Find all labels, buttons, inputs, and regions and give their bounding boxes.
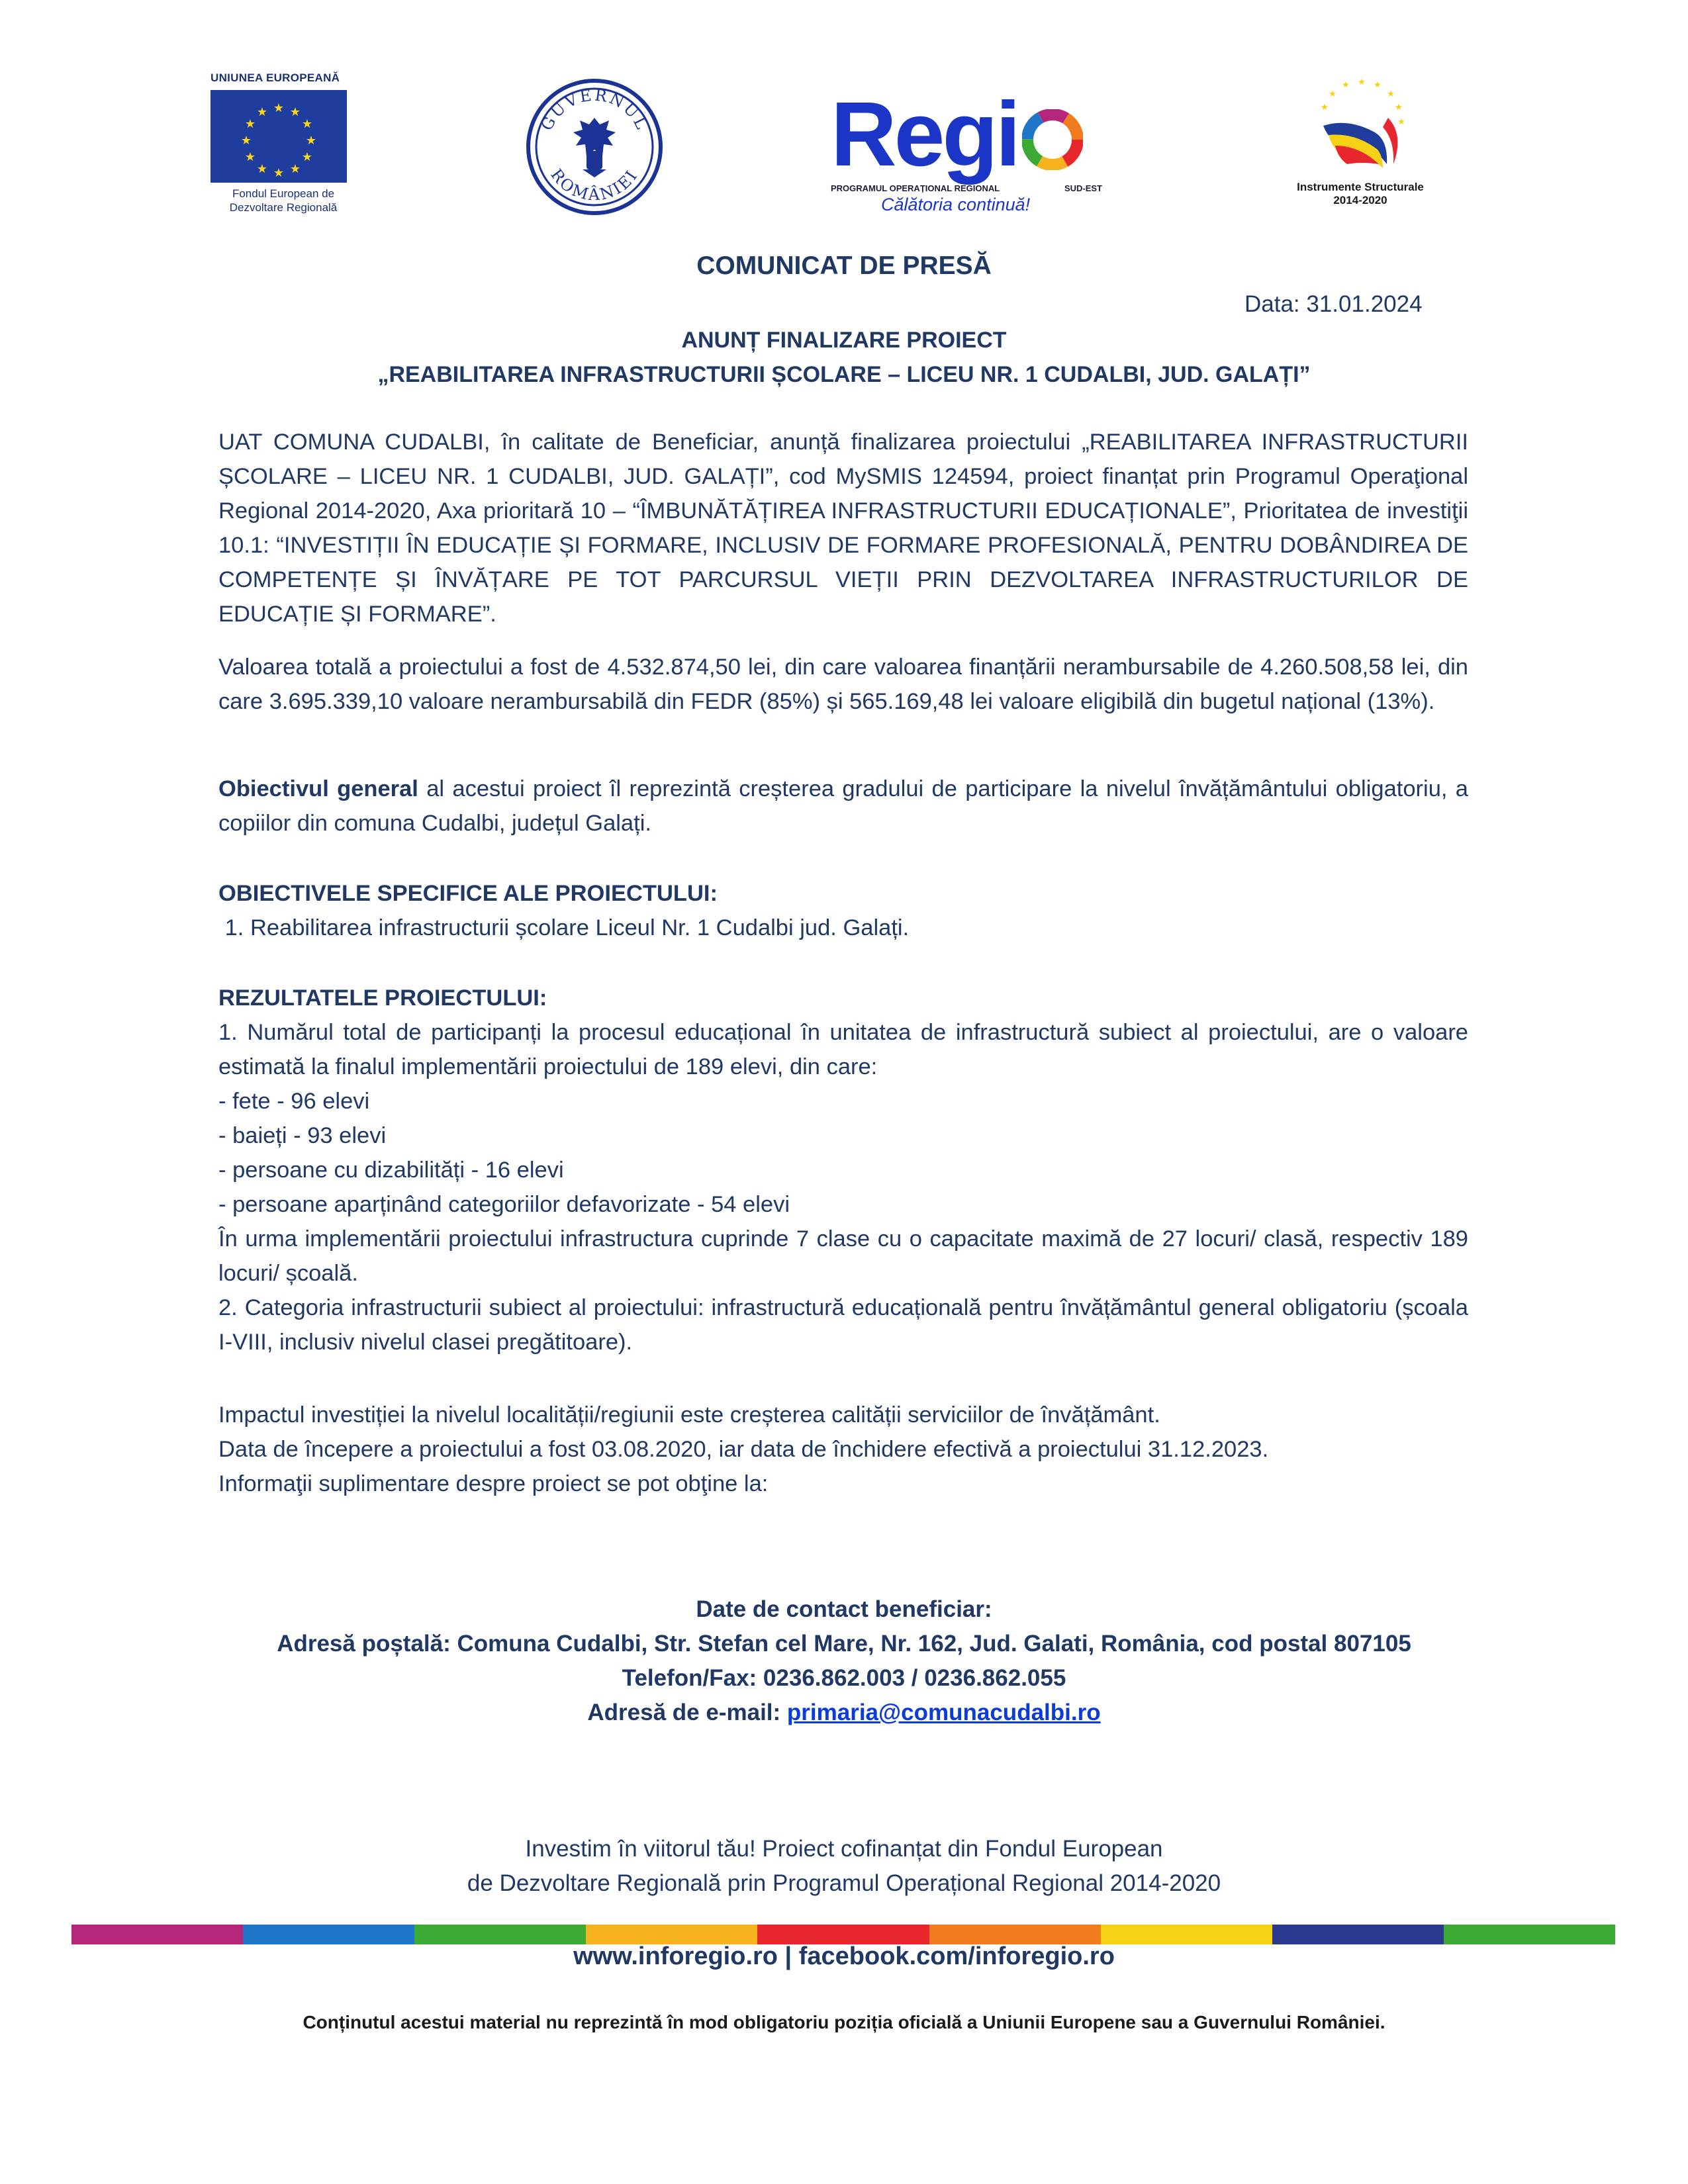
result-bullet-boys: - baieți - 93 elevi [218, 1123, 387, 1148]
intro-paragraph [218, 425, 1468, 631]
project-heading-line1: ANUNȚ FINALIZARE PROIECT [681, 328, 1007, 353]
results-heading: REZULTATELE PROIECTULUI: [218, 985, 547, 1011]
svg-text:★: ★ [256, 105, 268, 119]
instrumente-structurale-years: 2014-2020 [1333, 194, 1387, 206]
closing-section [218, 1398, 1468, 1501]
svg-text:★: ★ [1358, 77, 1366, 87]
seal-text-bottom: ROMÂNIEI [547, 165, 642, 205]
color-bar-segment [1101, 1925, 1272, 1944]
svg-text:★: ★ [244, 117, 256, 131]
svg-text:★: ★ [1397, 117, 1405, 127]
romanian-government-seal [524, 77, 665, 217]
svg-text:★: ★ [1342, 80, 1350, 90]
contact-email-link[interactable]: primaria@comunacudalbi.ro [786, 1700, 1101, 1725]
value-paragraph [218, 650, 1468, 719]
funding-statement-line2: de Dezvoltare Regională prin Programul Operațional Regional 2014-2020 [467, 1870, 1221, 1896]
funding-statement-line1: Investim în viitorul tău! Proiect cofinanțat din Fondul European [525, 1836, 1163, 1862]
intro-text: UAT COMUNA CUDALBI, în calitate de Beneficiar, anunță finalizarea proiectului „REABILITAREA INFRASTRUCTURII ȘCOLARE – LICEU NR. 1 CUDALBI, JUD. GALAȚI”, cod MySMIS 124594, proiect finanțat prin Programul Operaţional Regional 2014-2020, Axa prioritară 10 – “ÎMBUNĂTĂȚIREA INFRASTRUCTURII EDUCAȚIONALE”, Prioritatea de investiţii 10.1: “INVESTIȚII ÎN EDUCAȚIE ȘI FORMARE, INCLUSIV DE FORMARE PROFESIONALĂ, PENTRU DOBÂNDIREA DE COMPETENȚE ȘI ÎNVĂȚARE PE TOT PARCURSUL VIEȚII PRIN DEZVOLTAREA INFRASTRUCTURILOR DE EDUCAȚIE ȘI FORMARE”. [218, 430, 1468, 627]
svg-text:★: ★ [1374, 80, 1382, 90]
svg-text:★: ★ [244, 150, 256, 164]
results-section [218, 981, 1468, 1359]
svg-text:★: ★ [1387, 89, 1395, 99]
eu-flag-icon [211, 90, 347, 183]
color-bar-segment [757, 1925, 929, 1944]
svg-text:★: ★ [1329, 89, 1336, 99]
general-objective-label: Obiectivul general [218, 776, 418, 801]
value-text: Valoarea totală a proiectului a fost de 4.532.874,50 lei, din care valoarea finanțării nerambursabile de 4.260.508,58 lei, din care 3.695.339,10 valoare nerambursabilă din FEDR (85%) și 565.169,48 lei valoare eligibilă din bugetul național (13%). [218, 655, 1468, 714]
project-dates-text: Data de începere a proiectului a fost 03.08.2020, iar data de închidere efectivă a proiectului 31.12.2023. [218, 1437, 1269, 1462]
regio-region-label: SUD-EST [1064, 183, 1102, 193]
press-release-title: COMUNICAT DE PRESĂ [696, 251, 992, 280]
svg-text:★: ★ [256, 162, 268, 176]
color-bar-segment [1272, 1925, 1444, 1944]
svg-text:★: ★ [1321, 103, 1329, 113]
svg-text:★: ★ [240, 134, 252, 148]
eu-disclaimer: Conținutul acestui material nu reprezintă în mod obligatoriu poziția oficială a Uniunii Europene sau a Guvernului României. [303, 2012, 1385, 2032]
eu-logo [211, 71, 363, 217]
result-bullet-disadvantaged: - persoane aparținând categoriilor defavorizate - 54 elevi [218, 1192, 790, 1217]
svg-text:★: ★ [1395, 103, 1403, 113]
instrumente-structurale-logo [1281, 71, 1440, 217]
eu-logo-caption-line2: Dezvoltare Regională [229, 201, 338, 214]
color-bar-segment [586, 1925, 757, 1944]
beneficiary-contact [0, 1592, 1688, 1730]
funding-statement [0, 1832, 1688, 1901]
specific-objectives-section [218, 876, 1468, 945]
project-heading [0, 323, 1688, 392]
eu-logo-title: UNIUNEA EUROPEANĂ [211, 71, 340, 84]
svg-text:★: ★ [301, 117, 313, 131]
svg-text:★: ★ [289, 105, 301, 119]
website-links[interactable]: www.inforegio.ro | facebook.com/inforegio.ro [573, 1942, 1115, 1970]
result-bullet-disabilities: - persoane cu dizabilități - 16 elevi [218, 1158, 564, 1183]
instrumente-structurale-caption: Instrumente Structurale [1297, 181, 1424, 193]
regio-logo [831, 83, 1109, 214]
regio-wordmark: Regi [831, 83, 1019, 185]
color-bar-segment [71, 1925, 243, 1944]
specific-objectives-heading: OBIECTIVELE SPECIFICE ALE PROIECTULUI: [218, 881, 718, 906]
contact-address: Adresă poștală: Comuna Cudalbi, Str. Stefan cel Mare, Nr. 162, Jud. Galati, România, cod postal 807105 [277, 1631, 1411, 1657]
result-item-2: 2. Categoria infrastructurii subiect al proiectului: infrastructură educațională pentru învățământul general obligatoriu (școala I-VIII, inclusiv nivelul clasei pregătitoare). [218, 1295, 1468, 1355]
regio-program-label: PROGRAMUL OPERAȚIONAL REGIONAL [831, 183, 1000, 193]
result-capacity-text: În urma implementării proiectului infrastructura cuprinde 7 clase cu o capacitate maximă de 27 locuri/ clasă, respectiv 189 locuri/ școală. [218, 1226, 1468, 1286]
specific-objective-item: 1. Reabilitarea infrastructurii școlare Liceul Nr. 1 Cudalbi jud. Galați. [218, 915, 910, 940]
color-bar-segment [929, 1925, 1101, 1944]
impact-text: Impactul investiției la nivelul localității/regiunii este creșterea calității serviciilor de învățământ. [218, 1402, 1160, 1428]
general-objective-text: al acestui proiect îl reprezintă creșterea gradului de participare la nivelul învățământului obligatoriu, a copiilor din comuna Cudalbi, județul Galați. [218, 776, 1468, 836]
result-item-1: 1. Numărul total de participanți la procesul educațional în unitatea de infrastructură subiect al proiectului, are o valoare estimată la finalul implementării proiectului de 189 elevi, din care: [218, 1020, 1468, 1079]
svg-text:★: ★ [273, 101, 285, 115]
color-bar-segment [1444, 1925, 1615, 1944]
svg-text:★: ★ [305, 134, 317, 148]
regio-color-bar [71, 1925, 1615, 1944]
svg-text:★: ★ [273, 166, 285, 180]
regio-color-wheel-icon [1022, 109, 1083, 173]
result-bullet-girls: - fete - 96 elevi [218, 1089, 370, 1114]
project-heading-line2: „REABILITAREA INFRASTRUCTURII ȘCOLARE – LICEU NR. 1 CUDALBI, JUD. GALAȚI” [377, 362, 1311, 387]
seal-text-top: GUVERNUL [537, 85, 652, 134]
more-info-text: Informaţii suplimentare despre proiect se pot obţine la: [218, 1471, 769, 1496]
svg-text:★: ★ [301, 150, 313, 164]
color-bar-segment [243, 1925, 414, 1944]
objective-paragraph [218, 772, 1468, 841]
contact-heading: Date de contact beneficiar: [696, 1596, 992, 1622]
contact-phone: Telefon/Fax: 0236.862.003 / 0236.862.055 [622, 1665, 1066, 1691]
contact-email-label: Adresă de e-mail: [587, 1700, 787, 1725]
release-date: Data: 31.01.2024 [1244, 291, 1423, 317]
svg-text:★: ★ [289, 162, 301, 176]
color-bar-segment [414, 1925, 586, 1944]
eu-logo-caption-line1: Fondul European de [232, 187, 335, 200]
regio-tagline: Călătoria continuă! [881, 195, 1031, 214]
instrumente-structurale-emblem-icon [1309, 71, 1440, 181]
